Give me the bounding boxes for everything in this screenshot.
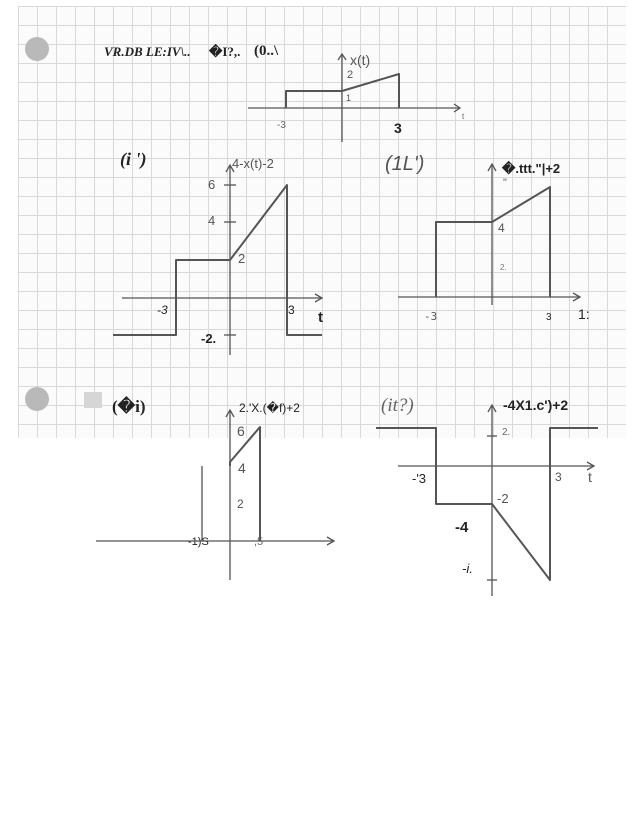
plot-c-ylabel: 2.'X.(�f)+2 bbox=[239, 401, 300, 415]
plot-b-signal bbox=[436, 187, 550, 297]
header-title: VR.DB LE:IV\.. bbox=[104, 44, 191, 59]
plot-a-xtick-neg3: -3 bbox=[157, 303, 168, 317]
plot-d-xtick-neg3: -'3 bbox=[412, 471, 427, 486]
plot-b bbox=[398, 161, 580, 305]
plot-a-ylabel: 4-x(t)-2 bbox=[232, 156, 274, 171]
plot-d-ytick-2: 2. bbox=[502, 427, 511, 438]
plot-a bbox=[113, 165, 322, 355]
top-plot-axis-end: t bbox=[462, 112, 465, 121]
plot-d-ytick-neg2: -2 bbox=[497, 491, 509, 506]
plot-c-ytick-2: 2 bbox=[237, 497, 244, 511]
plot-c bbox=[96, 410, 334, 580]
plot-b-ytick-4: 4 bbox=[498, 221, 505, 235]
plot-d-ytick-neg4: -4 bbox=[455, 519, 469, 536]
plot-a-ytick-2: 2 bbox=[238, 251, 246, 266]
plot-b-ytick-2: 2. bbox=[500, 263, 507, 272]
top-plot bbox=[248, 54, 460, 142]
plot-d bbox=[376, 405, 598, 596]
plot-b-ylabel-mark: " bbox=[503, 177, 507, 189]
plot-d-ylabel: -4X1.c')+2 bbox=[503, 397, 569, 413]
top-plot-ylabel: x(t) bbox=[350, 52, 371, 68]
top-plot-ytick: 2 bbox=[347, 69, 354, 81]
top-plot-xtick-pos: 3 bbox=[394, 120, 402, 136]
plot-c-ytick-6: 6 bbox=[237, 423, 245, 439]
part-d-label: (it?) bbox=[381, 395, 414, 416]
plot-a-xlabel: t bbox=[318, 309, 323, 326]
header-fragment-b: (0..\ bbox=[254, 43, 279, 59]
plot-b-xlabel: 1: bbox=[578, 306, 590, 322]
plot-b-ylabel: �.ttt."|+2 bbox=[502, 161, 561, 176]
top-plot-inner-label: 1 bbox=[346, 93, 352, 103]
plot-b-xtick-neg3: -3 bbox=[424, 310, 438, 323]
plot-d-xlabel: t bbox=[588, 469, 592, 485]
plot-d-signal bbox=[376, 428, 598, 580]
plot-a-ytick-neg2: -2. bbox=[201, 331, 217, 346]
plot-d-ytick-neg6: -i. bbox=[462, 561, 473, 576]
part-c-label: (�i) bbox=[112, 397, 146, 416]
top-plot-xtick-neg: -3 bbox=[277, 120, 286, 131]
plot-a-ytick-6: 6 bbox=[208, 177, 216, 192]
plot-a-xtick-3: 3 bbox=[288, 303, 295, 317]
part-a-label: (i ') bbox=[120, 149, 147, 169]
plot-c-xtick-pos: ,5 bbox=[254, 536, 264, 548]
plot-c-ytick-4: 4 bbox=[238, 460, 246, 476]
header-fragment-a: �I?,. bbox=[209, 44, 241, 59]
plot-a-signal bbox=[113, 185, 322, 335]
plot-c-xtick-neg: -1)S bbox=[188, 536, 209, 548]
plot-a-ytick-4: 4 bbox=[208, 213, 216, 228]
plot-d-xtick-3: 3 bbox=[555, 470, 562, 484]
part-b-label: (1L') bbox=[385, 153, 425, 175]
plot-c-signal bbox=[230, 427, 260, 541]
plot-b-xtick-3: 3 bbox=[546, 312, 552, 323]
